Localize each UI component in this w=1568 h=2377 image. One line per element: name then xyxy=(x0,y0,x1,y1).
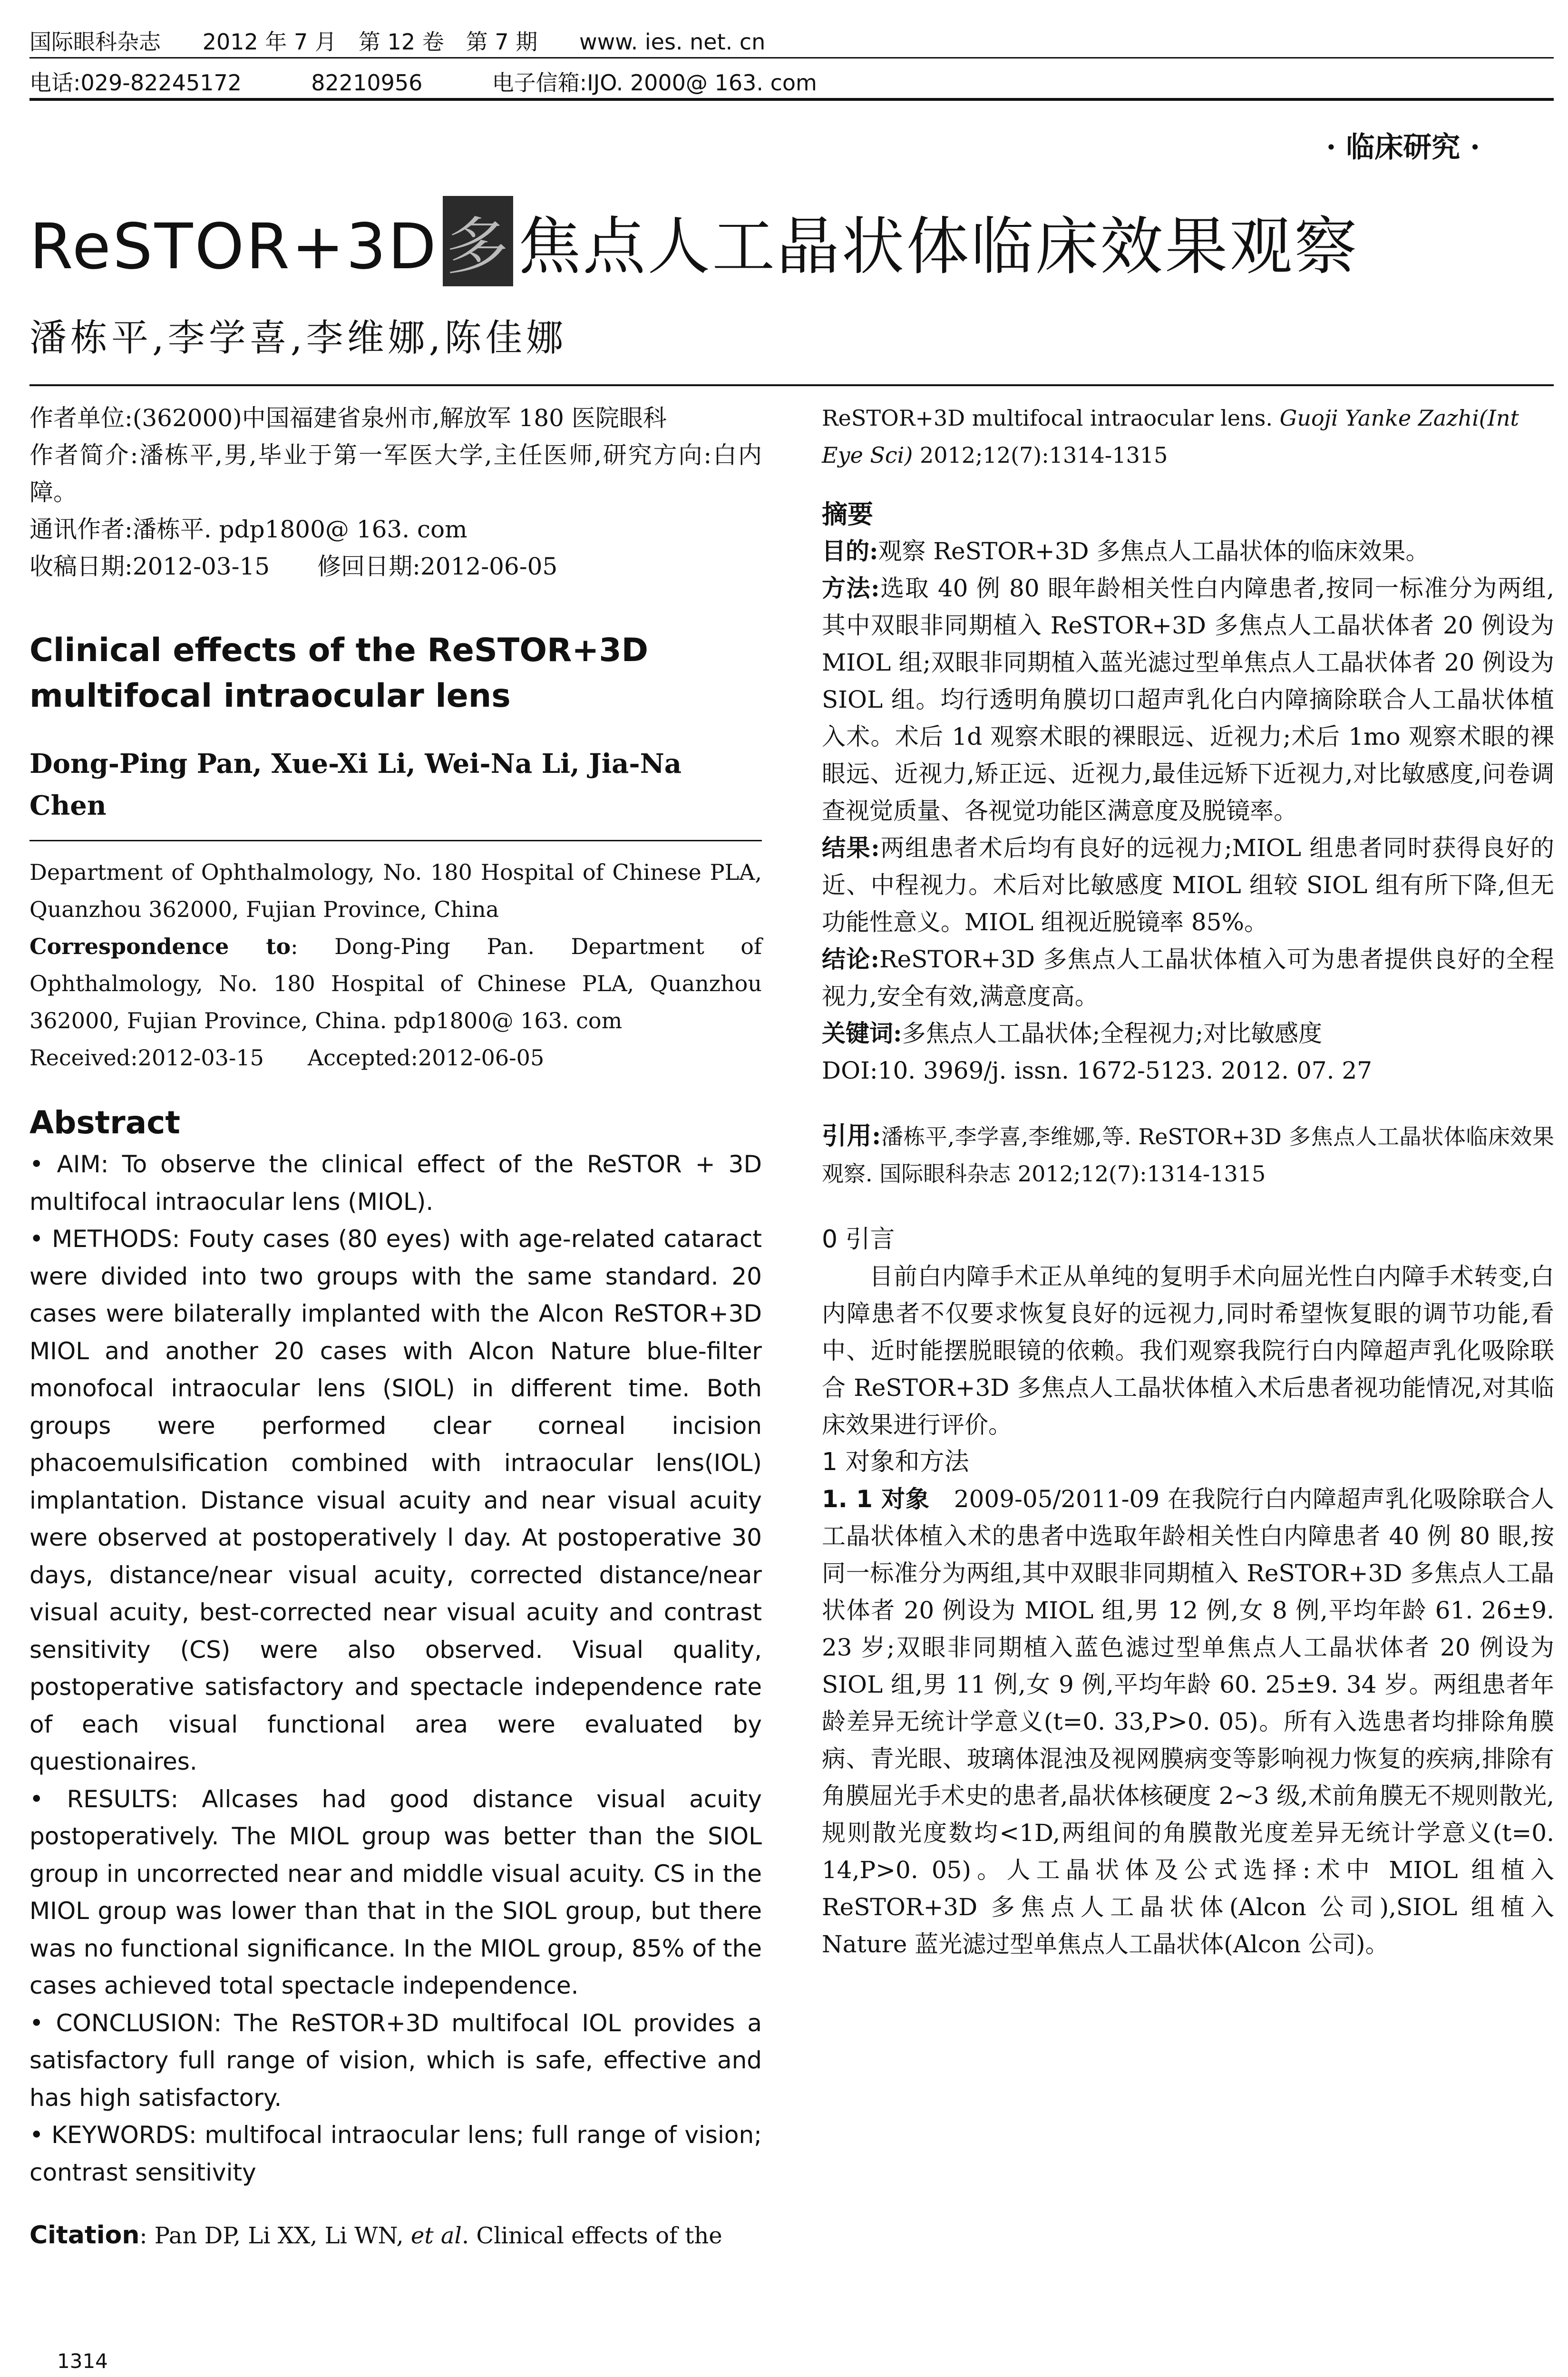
zh-text: 选取 40 例 80 眼年龄相关性白内障患者,按同一标准分为两组,其中双眼非同期植入 ReSTOR+3D 多焦点人工晶状体者 20 例设为 MIOL 组;双眼非同期植入蓝光滤过型单焦点人工晶状体者 20 例设为 SIOL 组。均行透明角膜切口超声乳化白内障摘除联合人工晶状体植入术。术后 1d 观察术眼的裸眼远、近视力;术后 1mo 观察术眼的裸眼远、近视力,矫正远、近视力,最佳远矫下近视力,对比敏感度,问卷调查视觉质量、各视觉功能区满意度及脱镜率。 xyxy=(822,575,1554,825)
subsection-label: 1. 1 对象 xyxy=(822,1485,930,1513)
received-dates-zh: 收稿日期:2012-03-15 修回日期:2012-06-05 xyxy=(29,553,558,580)
zh-text: 观察 ReSTOR+3D 多焦点人工晶状体的临床效果。 xyxy=(878,537,1430,565)
abstract-conclusion: • CONCLUSION: The ReSTOR+3D multifocal IOL provides a satisfactory full range of vision, which is safe, effective and has high satisfactory. xyxy=(29,2009,762,2112)
journal-name: 国际眼科杂志 xyxy=(29,29,161,55)
zh-label: 方法: xyxy=(822,574,880,602)
issue-date: 2012 年 7 月 第 12 卷 第 7 期 xyxy=(202,29,538,55)
title-part-c: 焦点人工晶状体临床效果观察 xyxy=(518,210,1359,283)
header-rule-1 xyxy=(29,57,1554,58)
citation-continued xyxy=(822,399,1554,474)
section-label: · 临床研究 · xyxy=(1326,131,1480,164)
author-bio: 作者简介:潘栋平,男,毕业于第一军医大学,主任医师,研究方向:白内障。 xyxy=(29,441,762,506)
received-dates-en: Received:2012-03-15 Accepted:2012-06-05 xyxy=(29,1045,545,1071)
zh-citation-text: 潘栋平,李学喜,李维娜,等. ReSTOR+3D 多焦点人工晶状体临床效果观察. 国际眼科杂志 2012;12(7):1314-1315 xyxy=(822,1124,1554,1187)
title-en: Clinical effects of the ReSTOR+3D multifocal intraocular lens xyxy=(29,632,649,715)
citation-volume: 2012;12(7):1314-1315 xyxy=(913,442,1168,468)
citation-en xyxy=(29,2217,762,2254)
intro-heading: 0 引言 xyxy=(822,1225,895,1254)
abstract-body xyxy=(29,1146,762,2191)
journal-website: www. ies. net. cn xyxy=(579,29,766,55)
zh-citation xyxy=(822,1118,1554,1192)
authors-zh: 潘栋平,李学喜,李维娜,陈佳娜 xyxy=(29,317,567,360)
zh-abstract-aim xyxy=(822,533,1554,570)
abstract-results: • RESULTS: Allcases had good distance visual acuity postoperatively. The MIOL group was better than the SIOL group in uncorrected near and middle visual acuity. CS in the MIOL group was lower than that in the SIOL group, but there was no functional significance. In the MIOL group, 85% of the cases achieved total spectacle independence. xyxy=(29,1785,762,1999)
correspondence-label: Correspondence to xyxy=(29,934,291,959)
methods-heading: 1 对象和方法 xyxy=(822,1448,969,1476)
department-en: Department of Ophthalmology, No. 180 Hospital of Chinese PLA, Quanzhou 362000, Fujian Province, China xyxy=(29,859,762,922)
subsection-text: 2009-05/2011-09 在我院行白内障超声乳化吸除联合人工晶状体植入术的患者中选取年龄相关性白内障患者 40 例 80 眼,按同一标准分为两组,其中双眼非同期植入 ReSTOR+3D 多焦点人工晶状体者 20 例设为 MIOL 组,男 12 例,女 8 例,平均年龄 61. 26±9. 23 岁;双眼非同期植入蓝色滤过型单焦点人工晶状体者 20 例设为 SIOL 组,男 11 例,女 9 例,平均年龄 60. 25±9. 34 岁。两组患者年龄差异无统计学意义(t=0. 33,P>0. 05)。所有入选患者均排除角膜病、青光眼、玻璃体混浊及视网膜病变等影响视力恢复的疾病,排除有角膜屈光手术史的患者,晶状体核硬度 2~3 级,术前角膜无不规则散光,规则散光度数均<1D,两组间的角膜散光度差异无统计学意义(t=0. 14,P>0. 05)。人工晶状体及公式选择:术中 MIOL 组植入 ReSTOR+3D 多焦点人工晶状体(Alcon 公司),SIOL 组植入 Nature 蓝光滤过型单焦点人工晶状体(Alcon 公司)。 xyxy=(822,1485,1554,1958)
doi: DOI:10. 3969/j. issn. 1672-5123. 2012. 07. 27 xyxy=(822,1057,1373,1084)
zh-text: ReSTOR+3D 多焦点人工晶状体植入可为患者提供良好的全程视力,安全有效,满意度高。 xyxy=(822,945,1554,1010)
zh-abstract-body xyxy=(822,533,1554,1089)
zh-label: 结论: xyxy=(822,945,879,973)
affiliation-block xyxy=(29,399,762,585)
citation-etal: et al xyxy=(410,2222,462,2249)
zh-abstract-results xyxy=(822,829,1554,941)
methods-subjects xyxy=(822,1481,1554,1963)
corresponding-author: 通讯作者:潘栋平. pdp1800@ 163. com xyxy=(29,516,467,543)
title-highlight: 多 xyxy=(443,196,513,286)
zh-abstract-conclusion xyxy=(822,941,1554,1015)
zh-citation-label: 引用: xyxy=(822,1121,881,1150)
zh-label: 关键词: xyxy=(822,1019,902,1047)
abstract-keywords: • KEYWORDS: multifocal intraocular lens; full range of vision; contrast sensitivity xyxy=(29,2121,762,2186)
zh-text: 多焦点人工晶状体;全程视力;对比敏感度 xyxy=(902,1020,1323,1047)
zh-text: 两组患者术后均有良好的远视力;MIOL 组患者同时获得良好的近、中程视力。术后对比敏感度 MIOL 组较 SIOL 组有所下降,但无功能性意义。MIOL 组视近脱镜率 85%。 xyxy=(822,834,1554,936)
citation-label: Citation xyxy=(29,2221,140,2250)
zh-label: 结果: xyxy=(822,834,880,862)
citation-tail: . Clinical effects of the xyxy=(461,2222,722,2249)
correspondence-en xyxy=(29,928,762,1039)
abstract-heading: Abstract xyxy=(29,1104,180,1141)
email: 电子信箱:IJO. 2000@ 163. com xyxy=(492,70,817,96)
citation-title-tail: ReSTOR+3D multifocal intraocular lens. xyxy=(822,405,1280,431)
header-line-1 xyxy=(29,25,765,56)
correspondence-text: : Dong-Ping Pan. Department of Ophthalmology, No. 180 Hospital of Chinese PLA, Quanzhou 362000, Fujian Province, China. pdp1800@ 163. com xyxy=(29,934,762,1033)
citation-journal: Guoji Yanke Zazhi(Int Eye Sci) xyxy=(822,405,1519,468)
phone-2: 82210956 xyxy=(311,70,423,96)
title-rule xyxy=(29,384,1554,386)
citation-authors: : Pan DP, Li XX, Li WN, xyxy=(139,2222,411,2249)
page-number: 1314 xyxy=(57,2349,108,2373)
left-column xyxy=(29,399,762,2254)
title-part-a: ReSTOR+3D xyxy=(29,210,438,283)
intro-body: 目前白内障手术正从单纯的复明手术向屈光性白内障手术转变,白内障患者不仅要求恢复良好的远视力,同时希望恢复眼的调节功能,看中、近时能摆脱眼镜的依赖。我们观察我院行白内障超声乳化吸除联合 ReSTOR+3D 多焦点人工晶状体植入术后患者视功能情况,对其临床效果进行评价。 xyxy=(822,1263,1554,1439)
header-rule-2 xyxy=(29,98,1554,101)
affiliation: 作者单位:(362000)中国福建省泉州市,解放军 180 医院眼科 xyxy=(29,404,667,432)
header-line-2 xyxy=(29,66,817,97)
abstract-aim: • AIM: To observe the clinical effect of the ReSTOR + 3D multifocal intraocular lens (MIOL). xyxy=(29,1150,762,1216)
zh-abstract-methods xyxy=(822,570,1554,829)
phone: 电话:029-82245172 xyxy=(29,70,242,96)
article-title xyxy=(29,196,1359,286)
right-column xyxy=(822,399,1554,1963)
zh-abstract-heading: 摘要 xyxy=(822,499,873,529)
authors-en: Dong-Ping Pan, Xue-Xi Li, Wei-Na Li, Jia-Na Chen xyxy=(29,748,682,821)
zh-label: 目的: xyxy=(822,537,878,565)
abstract-methods: • METHODS: Fouty cases (80 eyes) with age-related cataract were divided into two groups with the same standard. 20 cases were bilaterally implanted with the Alcon ReSTOR+3D MIOL and another 20 cases with Alcon Nature blue-filter monofocal intraocular lens (SIOL) in different time. Both groups were performed clear corneal incision phacoemulsification combined with intraocular lens(IOL) implantation. Distance visual acuity and near visual acuity were observed at postoperatively l day. At postoperative 30 days, distance/near visual acuity, corrected distance/near visual acuity, best-corrected near visual acuity and contrast sensitivity (CS) were also observed. Visual quality, postoperative satisfactory and spectacle independence rate of each visual functional area were evaluated by questionaires. xyxy=(29,1225,762,1775)
zh-abstract-keywords xyxy=(822,1015,1554,1052)
